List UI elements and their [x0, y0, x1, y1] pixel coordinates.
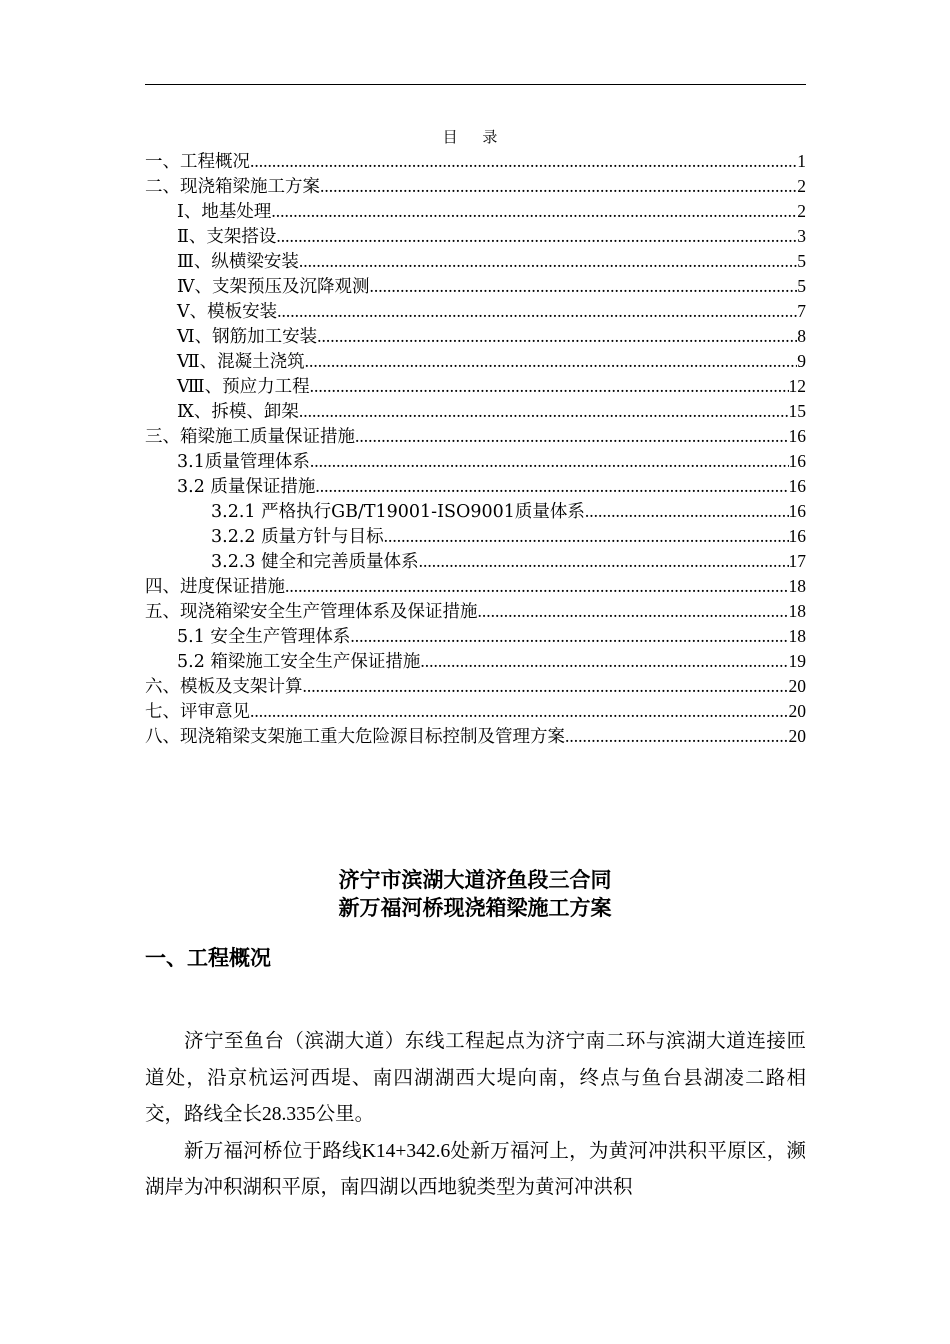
toc-dot-leader — [299, 249, 797, 275]
toc-entry-label: Ⅴ、模板安装 — [177, 302, 278, 322]
toc-dot-leader — [276, 224, 797, 250]
toc-dot-leader — [384, 524, 789, 550]
toc-entry[interactable] — [145, 249, 806, 274]
toc-entry-label: Ⅶ、混凝土浇筑 — [177, 352, 305, 372]
toc-entry-page: 9 — [797, 351, 806, 371]
toc-entry-label: 3.2.1 严格执行GB/T19001-ISO9001质量体系 — [211, 502, 585, 522]
toc-entry-label: Ⅷ、预应力工程 — [177, 377, 310, 397]
toc-entry[interactable] — [145, 599, 806, 624]
table-of-contents — [145, 149, 806, 749]
toc-heading: 目 录 — [442, 128, 508, 146]
toc-entry[interactable] — [145, 299, 806, 324]
toc-entry-label: 三、箱梁施工质量保证措施 — [145, 427, 355, 447]
body-text — [145, 1024, 806, 1207]
toc-entry-page: 17 — [788, 551, 806, 571]
toc-entry-label: Ⅰ、地基处理 — [177, 202, 272, 222]
toc-entry[interactable] — [145, 549, 806, 574]
toc-entry[interactable] — [145, 499, 806, 524]
toc-entry-label: 3.2.2 质量方针与目标 — [211, 527, 384, 547]
toc-dot-leader — [285, 574, 789, 600]
toc-entry-page: 16 — [788, 451, 806, 471]
toc-entry[interactable] — [145, 699, 806, 724]
toc-entry-label: 5.1 安全生产管理体系 — [177, 627, 351, 647]
toc-entry-page: 18 — [788, 626, 806, 646]
toc-entry-page: 18 — [788, 576, 806, 596]
document-title-line-2: 新万福河桥现浇箱梁施工方案 — [338, 895, 612, 920]
toc-entry-label: 五、现浇箱梁安全生产管理体系及保证措施 — [145, 602, 478, 622]
toc-entry-label: Ⅳ、支架预压及沉降观测 — [177, 277, 370, 297]
toc-dot-leader — [478, 599, 789, 625]
toc-entry[interactable] — [145, 174, 806, 199]
toc-entry-label: 七、评审意见 — [145, 702, 250, 722]
toc-entry-page: 18 — [788, 601, 806, 621]
toc-dot-leader — [420, 649, 788, 675]
toc-entry[interactable] — [145, 424, 806, 449]
document-title-line-1: 济宁市滨湖大道济鱼段三合同 — [338, 867, 612, 892]
toc-entry[interactable] — [145, 349, 806, 374]
toc-entry-page: 16 — [788, 426, 806, 446]
toc-entry[interactable] — [145, 224, 806, 249]
toc-dot-leader — [305, 349, 798, 375]
toc-entry-page: 15 — [788, 401, 806, 421]
toc-entry-label: 四、进度保证措施 — [145, 577, 285, 597]
paragraph: 济宁至鱼台（滨湖大道）东线工程起点为济宁南二环与滨湖大道连接匝道处，沿京杭运河西堤、南四湖湖西大堤向南，终点与鱼台县湖凌二路相交，路线全长28.335公里。 — [145, 1031, 806, 1125]
toc-entry[interactable] — [145, 374, 806, 399]
toc-dot-leader — [277, 299, 797, 325]
toc-entry-label: Ⅲ、纵横梁安装 — [177, 252, 299, 272]
toc-entry[interactable] — [145, 324, 806, 349]
section-heading: 一、工程概况 — [145, 945, 271, 970]
toc-entry-page: 20 — [788, 726, 806, 746]
toc-entry-page: 5 — [797, 251, 806, 271]
toc-dot-leader — [250, 149, 797, 175]
toc-entry-page: 7 — [797, 301, 806, 321]
toc-dot-leader — [419, 549, 789, 575]
toc-entry[interactable] — [145, 624, 806, 649]
toc-dot-leader — [317, 324, 797, 350]
toc-entry-page: 5 — [797, 276, 806, 296]
toc-dot-leader — [250, 699, 789, 725]
toc-entry-page: 1 — [797, 151, 806, 171]
toc-entry[interactable] — [145, 674, 806, 699]
toc-dot-leader — [565, 724, 789, 750]
toc-entry-page: 16 — [788, 526, 806, 546]
toc-entry-label: Ⅵ、钢筋加工安装 — [177, 327, 318, 347]
toc-entry-page: 20 — [788, 701, 806, 721]
toc-entry-page: 2 — [797, 176, 806, 196]
toc-entry-page: 16 — [788, 476, 806, 496]
toc-dot-leader — [350, 624, 788, 650]
toc-dot-leader — [310, 449, 789, 475]
toc-dot-leader — [299, 399, 789, 425]
toc-entry-label: Ⅱ、支架搭设 — [177, 227, 277, 247]
toc-dot-leader — [271, 199, 797, 225]
toc-dot-leader — [320, 174, 797, 200]
toc-entry-label: 3.2.3 健全和完善质量体系 — [211, 552, 419, 572]
toc-entry[interactable] — [145, 524, 806, 549]
toc-entry-label: 八、现浇箱梁支架施工重大危险源目标控制及管理方案 — [145, 727, 565, 747]
header-rule — [145, 84, 806, 85]
toc-dot-leader — [315, 474, 788, 500]
toc-entry-page: 16 — [788, 501, 806, 521]
toc-entry[interactable] — [145, 399, 806, 424]
toc-entry[interactable] — [145, 724, 806, 749]
toc-dot-leader — [369, 274, 797, 300]
toc-dot-leader — [355, 424, 789, 450]
toc-entry-label: 一、工程概况 — [145, 152, 250, 172]
toc-dot-leader — [303, 674, 789, 700]
toc-entry[interactable] — [145, 149, 806, 174]
toc-dot-leader — [310, 374, 789, 400]
toc-entry-label: 3.1质量管理体系 — [177, 452, 310, 472]
toc-entry-page: 20 — [788, 676, 806, 696]
toc-entry-label: 3.2 质量保证措施 — [177, 477, 316, 497]
toc-entry[interactable] — [145, 274, 806, 299]
toc-entry-label: Ⅸ、拆模、卸架 — [177, 402, 299, 422]
paragraph: 新万福河桥位于路线K14+342.6处新万福河上，为黄河冲洪积平原区，濒湖岸为冲积湖积平原，南四湖以西地貌类型为黄河冲洪积 — [145, 1140, 806, 1198]
toc-entry[interactable] — [145, 574, 806, 599]
toc-entry-label: 六、模板及支架计算 — [145, 677, 303, 697]
document-title — [0, 866, 950, 922]
toc-entry-label: 5.2 箱梁施工安全生产保证措施 — [177, 652, 421, 672]
toc-entry-page: 19 — [788, 651, 806, 671]
toc-entry-page: 2 — [797, 201, 806, 221]
toc-entry[interactable] — [145, 449, 806, 474]
toc-entry[interactable] — [145, 474, 806, 499]
toc-entry-label: 二、现浇箱梁施工方案 — [145, 177, 320, 197]
toc-dot-leader — [585, 499, 789, 525]
toc-entry-page: 12 — [788, 376, 806, 396]
toc-entry-page: 8 — [797, 326, 806, 346]
toc-entry[interactable] — [145, 199, 806, 224]
toc-entry-page: 3 — [797, 226, 806, 246]
toc-entry[interactable] — [145, 649, 806, 674]
